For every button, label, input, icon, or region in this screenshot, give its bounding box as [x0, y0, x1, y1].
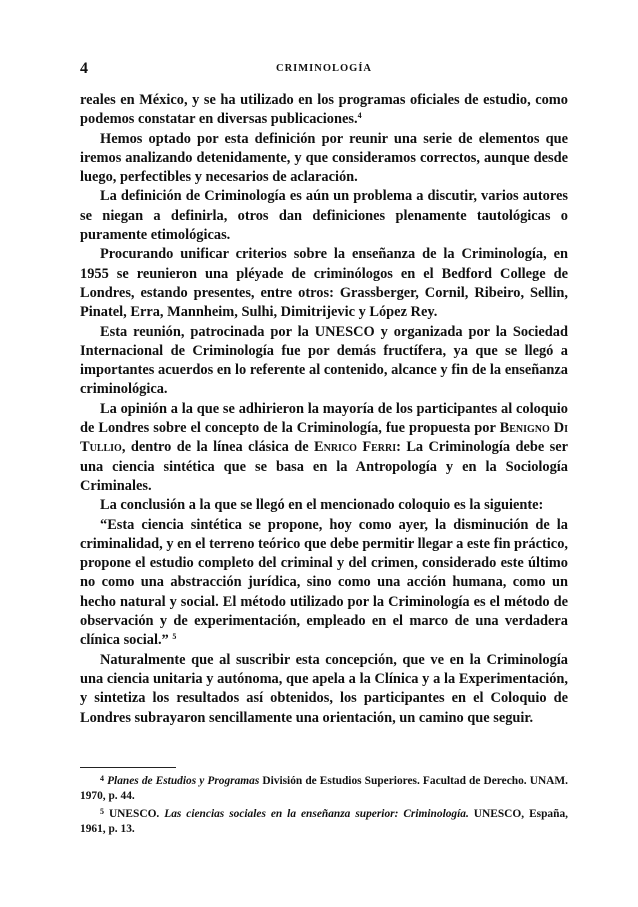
paragraph-6	[80, 400, 568, 496]
footnote-5-text: UNESCO, España, 1961, p. 13.	[80, 808, 569, 835]
body-text	[80, 91, 568, 728]
footnote-4	[80, 771, 568, 804]
paragraph-4: Procurando unificar criterios sobre la enseñanza de la Criminología, en 1955 se reunieron una pléyade de criminólogos en el Bedford College de Londres, estando presentes, entre otros: Grassberger, Cornil, Ribeiro, Sellin, Pinatel, Erra, Mannheim, Sulhi, Dimitrijevic y López Rey.	[80, 246, 568, 321]
paragraph-3: La definición de Criminología es aún un problema a discutir, varios autores se niegan a definirla, otros dan definiciones plenamente tautológicas o puramente etimológicas.	[80, 188, 568, 244]
footnote-4-mark: 4	[100, 774, 104, 783]
paragraph-6-text-c: : La Criminología debe ser una ciencia sintética que se basa en la Antropología y en la Sociología Criminales.	[80, 439, 568, 494]
footnote-5-lead: UNESCO.	[104, 808, 165, 820]
footnote-ref-5: 5	[172, 632, 177, 642]
author-name-ferri: Enrico Ferri	[314, 439, 397, 456]
paragraph-8: Naturalmente que al suscribir esta concepción, que ve en la Criminología una ciencia unitaria y autónoma, que apela a la Clínica y a la Experimentación, y sintetiza los resultados así obtenidos, los participantes en el Coloquio de Londres subrayaron sencillamente una orientación, un camino que seguir.	[80, 651, 568, 726]
paragraph-5: Esta reunión, patrocinada por la UNESCO y organizada por la Sociedad Internacional de Criminología fue por demás fructífera, ya que se llegó a importantes acuerdos en lo referente al contenido, alcance y fin de la enseñanza criminológica.	[80, 323, 568, 398]
paragraph-7: La conclusión a la que se llegó en el mencionado coloquio es la siguiente:	[100, 497, 544, 514]
footnote-4-title: Planes de Estudios y Programas	[107, 775, 260, 787]
footnote-4-text: División de Estudios Superiores. Facultad de Derecho. UNAM. 1970, p. 44.	[80, 775, 568, 802]
footnote-5-title: Las ciencias sociales en la enseñanza superior: Criminología.	[164, 808, 469, 820]
paragraph-6-text-a: La opinión a la que se adhirieron la mayoría de los participantes al coloquio de Londres sobre el concepto de la Criminología, fue propuesta por	[80, 400, 568, 437]
running-title: CRIMINOLOGÍA	[275, 63, 372, 74]
paragraph-1	[80, 91, 568, 130]
page-header	[80, 60, 568, 80]
footnote-5-mark: 5	[100, 807, 104, 816]
footnote-divider	[80, 767, 176, 768]
quote-text: “Esta ciencia sintética se propone, hoy como ayer, la disminución de la criminalidad, y en el terreno teórico que debe permitir llegar a este fin práctico, propone el estudio completo del criminal y del crimen, considerado este último no como una abstracción jurídica, sino como una acción humana, como un hecho natural y social. El método utilizado por la Criminología es el método de observación y de experimentación, empleado en el marco de una verdadera clínica social.”	[80, 516, 568, 649]
block-quote	[80, 516, 568, 651]
footnotes	[80, 771, 568, 837]
paragraph-2: Hemos optado por esta definición por reunir una serie de elementos que iremos analizando detenidamente, y que consideramos correctos, aunque desde luego, perfectibles y necesarios de aclaración.	[80, 130, 568, 186]
author-name-di-tullio: Benigno Di Tullio	[80, 420, 569, 456]
footnote-ref-4: 4	[357, 111, 362, 121]
paragraph-1-text: reales en México, y se ha utilizado en los programas oficiales de estudio, como podemos constatar en diversas publicaciones.	[80, 92, 568, 128]
footnote-5	[80, 804, 568, 837]
page-number: 4	[80, 60, 88, 77]
paragraph-6-text-b: , dentro de la línea clásica de	[121, 439, 309, 456]
